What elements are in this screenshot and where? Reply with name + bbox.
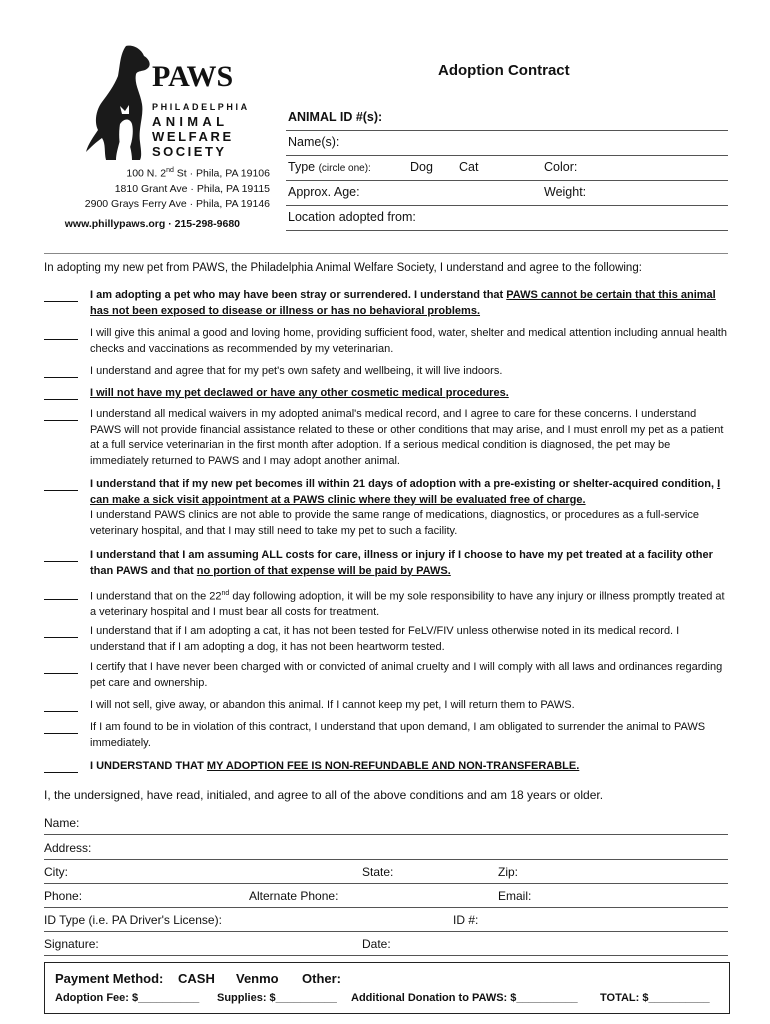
initial-blank-11[interactable] <box>44 699 78 712</box>
initial-blank-7[interactable] <box>44 549 78 562</box>
city-field[interactable]: City: <box>44 865 68 879</box>
initial-blank-10[interactable] <box>44 661 78 674</box>
page-title: Adoption Contract <box>438 62 570 79</box>
names-label: Name(s): <box>288 135 340 149</box>
adoption-fee-field[interactable]: Adoption Fee: $__________ <box>55 992 200 1004</box>
address-line-1: 100 N. 2nd St · Phila, PA 19106 <box>126 167 270 180</box>
logo-welfare: WELFARE <box>152 129 234 144</box>
dog-cat-silhouette-icon <box>82 44 160 162</box>
logo-philadelphia: PHILADELPHIA <box>152 102 250 112</box>
email-field[interactable]: Email: <box>498 889 532 903</box>
age-label: Approx. Age: <box>288 185 360 199</box>
total-field[interactable]: TOTAL: $__________ <box>600 992 710 1004</box>
logo-wordmark: PAWS <box>152 60 234 93</box>
initial-blank-3[interactable] <box>44 365 78 378</box>
name-field[interactable]: Name: <box>44 816 80 830</box>
website-phone: www.phillypaws.org · 215-298-9680 <box>64 218 240 230</box>
initial-blank-6[interactable] <box>44 478 78 491</box>
initial-blank-5[interactable] <box>44 408 78 421</box>
phone-field[interactable]: Phone: <box>44 889 83 903</box>
term-6: I understand that if my new pet becomes ill within 21 days of adoption with a pre-existing or shelter-acquired condition, I can make a sick visit appointment at a PAWS clinic where they will be evaluated free of charge. I understand PAWS clinics are not able to provide the same range of medications, diagnostics, or procedures as a full-service veterinary hospital, and that I may still need to take my pet to such a facility. <box>90 478 721 537</box>
attestation-text: I, the undersigned, have read, initialed, and agree to all of the above conditions and am 18 years or older. <box>44 788 604 802</box>
state-field[interactable]: State: <box>362 865 394 879</box>
term-10: I certify that I have never been charged with or convicted of animal cruelty and I will comply with all laws and ordinances regarding pet care and ownership. <box>90 661 723 689</box>
weight-label: Weight: <box>544 185 587 199</box>
initial-blank-13[interactable] <box>44 760 78 773</box>
logo-society: SOCIETY <box>152 144 227 159</box>
initial-blank-4[interactable] <box>44 387 78 400</box>
term-3: I understand and agree that for my pet's own safety and wellbeing, it will live indoors. <box>90 365 503 377</box>
animal-id-label: ANIMAL ID #(s): <box>288 110 383 124</box>
address-line-3: 2900 Grays Ferry Ave · Phila, PA 19146 <box>84 198 270 210</box>
type-option-dog[interactable]: Dog <box>410 160 433 174</box>
address-line-2: 1810 Grant Ave · Phila, PA 19115 <box>114 183 270 195</box>
initial-blank-9[interactable] <box>44 625 78 638</box>
location-label: Location adopted from: <box>288 210 416 224</box>
term-13: I UNDERSTAND THAT MY ADOPTION FEE IS NON-REFUNDABLE AND NON-TRANSFERABLE. <box>90 760 580 772</box>
id-number-field[interactable]: ID #: <box>453 913 479 927</box>
term-5: I understand all medical waivers in my adopted animal's medical record, and I agree to care for these concerns. I understand PAWS will not provide financial assistance related to these or other conditions that may arise, and I must enroll my pet as a patient at a full service veterinarian in the first month after adoption. If a serious medical condition is diagnosed, the pet may be immediately returned to PAWS and I may adopt another animal. <box>90 408 724 467</box>
term-2: I will give this animal a good and loving home, providing sufficient food, water, shelter and medical attention including annual health checks and vaccinations as recommended by my veterinarian. <box>90 327 727 355</box>
payment-box <box>44 962 730 1014</box>
alternate-phone-field[interactable]: Alternate Phone: <box>249 889 339 903</box>
donation-field[interactable]: Additional Donation to PAWS: $__________ <box>351 992 578 1004</box>
date-field[interactable]: Date: <box>362 937 391 951</box>
payment-option-cash[interactable]: CASH <box>178 971 215 986</box>
term-4: I will not have my pet declawed or have any other cosmetic medical procedures. <box>90 387 509 399</box>
term-1: I am adopting a pet who may have been stray or surrendered. I understand that PAWS cannot be certain that this animal has not been exposed to disease or illness or has no behavioral problems. <box>90 289 716 317</box>
logo-animal: ANIMAL <box>152 114 229 129</box>
type-label: Type (circle one): <box>288 160 371 174</box>
address-field[interactable]: Address: <box>44 841 92 855</box>
term-8: I understand that on the 22nd day following adoption, it will be my sole responsibility to have any injury or illness promptly treated at a veterinary hospital and I must bear all costs for treatment. <box>90 590 725 619</box>
term-12: If I am found to be in violation of this contract, I understand that upon demand, I am obligated to surrender the animal to PAWS immediately. <box>90 721 706 749</box>
initial-blank-8[interactable] <box>44 587 78 600</box>
zip-field[interactable]: Zip: <box>498 865 519 879</box>
initial-blank-1[interactable] <box>44 289 78 302</box>
color-label: Color: <box>544 160 578 174</box>
term-7: I understand that I am assuming ALL costs for care, illness or injury if I choose to have my pet treated at a facility other than PAWS and that no portion of that expense will be paid by PAWS. <box>90 549 713 577</box>
type-option-cat[interactable]: Cat <box>459 160 479 174</box>
signature-field[interactable]: Signature: <box>44 937 99 951</box>
term-11: I will not sell, give away, or abandon this animal. If I cannot keep my pet, I will return them to PAWS. <box>90 699 575 711</box>
intro-text: In adopting my new pet from PAWS, the Philadelphia Animal Welfare Society, I understand and agree to the following: <box>44 262 642 274</box>
payment-method-label: Payment Method: <box>55 971 164 986</box>
payment-option-venmo[interactable]: Venmo <box>236 971 279 986</box>
initial-blank-12[interactable] <box>44 721 78 734</box>
id-type-field[interactable]: ID Type (i.e. PA Driver's License): <box>44 913 222 927</box>
initial-blank-2[interactable] <box>44 327 78 340</box>
term-9: I understand that if I am adopting a cat, it has not been tested for FeLV/FIV unless otherwise noted in its medical record. I understand that if I am adopting a dog, it has not been heartworm tested. <box>90 625 680 653</box>
payment-option-other[interactable]: Other: <box>302 971 341 986</box>
supplies-field[interactable]: Supplies: $__________ <box>217 992 337 1004</box>
